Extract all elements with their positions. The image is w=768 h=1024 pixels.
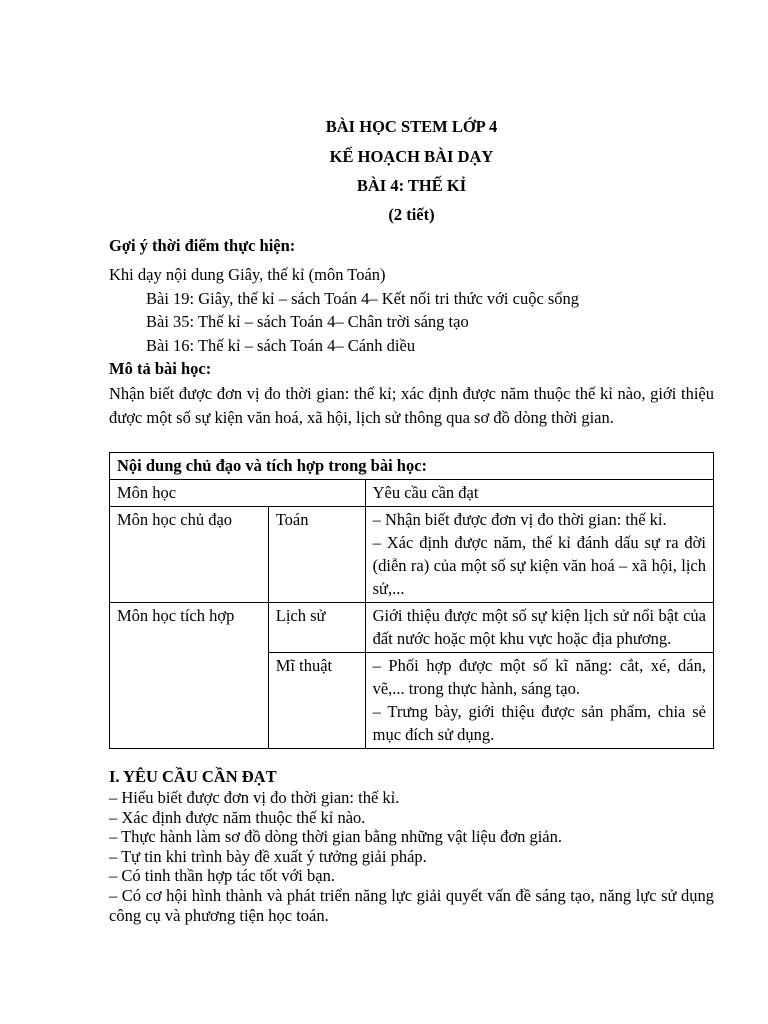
integrated-subject-art: Mĩ thuật [268,653,365,749]
timing-intro: Khi dạy nội dung Giây, thế kỉ (môn Toán) [109,265,386,284]
description-text: Nhận biết được đơn vị đo thời gian: thế kỉ; xác định được năm thuộc thế kỉ nào, giới thiệu được một số sự kiện văn hoá, xã hội, lịch sử thông qua sơ đồ dòng thời gian. [109,384,714,427]
art-requirement-item: – Phối hợp được một số kĩ năng: cắt, xé, dán, vẽ,... trong thực hành, sáng tạo. [372,656,706,698]
title-lesson-4: BÀI 4: THẾ KỈ [356,176,467,195]
requirement-item: – Xác định được năm thuộc thế kỉ nào. [109,808,366,827]
requirement-item: – Tự tin khi trình bày đề xuất ý tưởng giải pháp. [109,847,427,866]
integrated-subject-history: Lịch sử [268,603,365,653]
main-requirement-item: – Xác định được năm, thế kỉ đánh dấu sự ra đời (diễn ra) của một số sự kiện văn hoá – xã hội, lịch sử,... [372,533,706,598]
main-requirement-item: – Nhận biết được đơn vị đo thời gian: thế kỉ. [372,510,667,529]
requirement-item: – Thực hành làm sơ đồ dòng thời gian bằng những vật liệu đơn giản. [109,827,562,846]
requirement-item: – Có cơ hội hình thành và phát triển năng lực giải quyết vấn đề sáng tạo, năng lực sử dụng công cụ và phương tiện học toán. [109,886,714,925]
timing-item: Bài 19: Giây, thế kỉ – sách Toán 4– Kết nối tri thức với cuộc sống [146,289,580,308]
requirement-item: – Hiểu biết được đơn vị đo thời gian: thế kỉ. [109,788,400,807]
main-subject-label: Môn học chủ đạo [110,507,269,603]
integration-table [109,452,714,749]
requirements-heading: I. YÊU CẦU CẦN ĐẠT [109,767,277,786]
integration-table-wrap [109,452,714,749]
description-heading: Mô tả bài học: [109,359,212,378]
title-lesson-plan: KẾ HOẠCH BÀI DẠY [329,147,494,166]
integrated-subject-label: Môn học tích hợp [110,603,269,749]
art-requirement-cell [365,653,713,749]
timing-item: Bài 35: Thế kỉ – sách Toán 4– Chân trời sáng tạo [146,312,469,331]
table-header-subject: Môn học [110,480,366,507]
main-subject-math: Toán [268,507,365,603]
table-title: Nội dung chủ đạo và tích hợp trong bài học: [110,453,714,480]
requirement-item: – Có tinh thần hợp tác tốt với bạn. [109,866,335,885]
title-periods: (2 tiết) [388,205,435,224]
timing-item: Bài 16: Thế kỉ – sách Toán 4– Cánh diều [146,336,416,355]
history-requirement: Giới thiệu được một số sự kiện lịch sử nổi bật của đất nước hoặc một khu vực hoặc địa phương. [365,603,713,653]
art-requirement-item: – Trưng bày, giới thiệu được sản phẩm, chia sẻ mục đích sử dụng. [372,702,706,744]
main-requirement-cell [365,507,713,603]
title-stem-grade-4: BÀI HỌC STEM LỚP 4 [325,117,498,136]
timing-heading: Gợi ý thời điểm thực hiện: [109,236,296,255]
table-header-requirement: Yêu cầu cần đạt [365,480,713,507]
